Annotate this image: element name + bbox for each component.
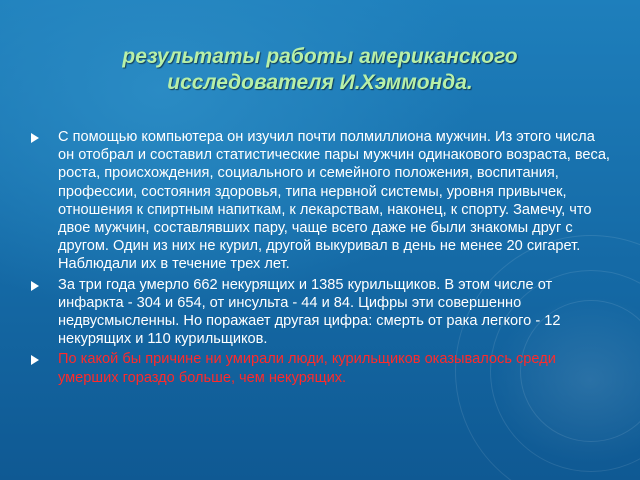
bullet-arrow-icon — [31, 281, 39, 291]
bullet-arrow-icon — [31, 133, 39, 143]
bullet-list — [30, 128, 615, 389]
slide-title — [40, 44, 600, 96]
bullet-item-results — [30, 276, 615, 349]
slide-title-line-2: исследователя И.Хэммонда. — [167, 71, 473, 94]
bullet-item-study — [30, 128, 615, 274]
slide-title-line-1: результаты работы американского — [122, 45, 518, 68]
bullet-arrow-icon — [31, 355, 39, 365]
bullet-item-conclusion — [30, 350, 615, 386]
bullet-text: С помощью компьютера он изучил почти полмиллиона мужчин. Из этого числа он отобрал и составил статистические пары мужчин одинакового возраста, веса, роста, происхождения, социального и семейного положения, воспитания, профессии, состояния здоровья, типа нервной системы, уровня привычек, отношения к спиртным напиткам, к лекарствам, наконец, к спорту. Замечу, что двое мужчин, составлявших пару, чаще всего даже не были знакомы друг с другом. Один из них не курил, другой выкуривал в день не менее 20 сигарет. Наблюдали их в течение трех лет. — [58, 129, 610, 273]
bullet-text: За три года умерло 662 некурящих и 1385 курильщиков. В этом числе от инфаркта - 304 и 654, от инсульта - 44 и 84. Цифры эти совершенно недвусмысленны. Но поражает другая цифра: смерть от рака легкого - 12 некурящих и 110 курильщиков. — [58, 276, 561, 348]
bullet-text: По какой бы причине ни умирали люди, курильщиков оказывалось среди умерших гораздо больше, чем некурящих. — [58, 351, 556, 386]
